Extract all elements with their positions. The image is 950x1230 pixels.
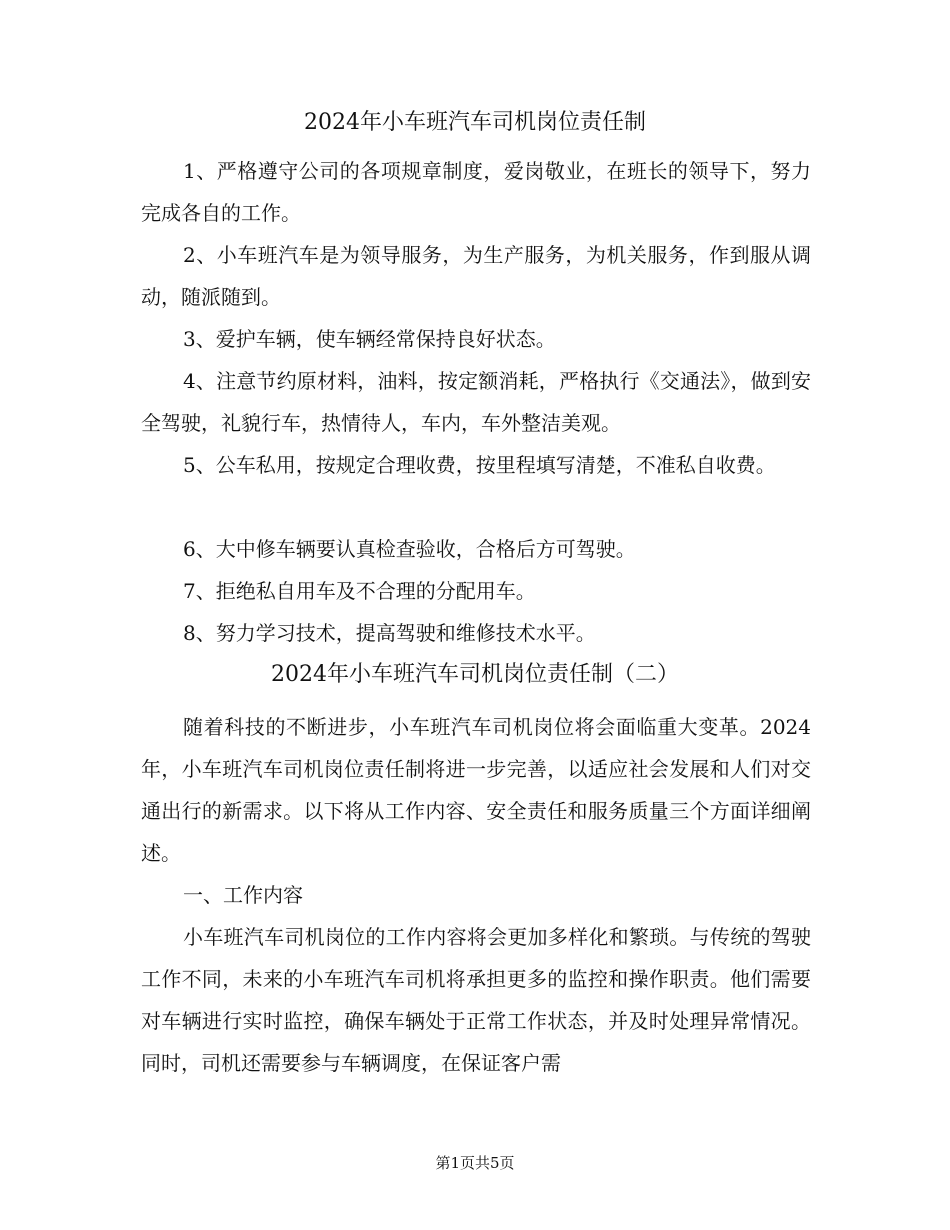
rule-item-3: 3、爱护车辆，使车辆经常保持良好状态。 — [183, 327, 556, 351]
rule-item-4: 4、注意节约原材料，油料，按定额消耗，严格执行《交通法》，做到安全驾驶，礼貌行车，热情待人，车内，车外整洁美观。 — [141, 369, 811, 435]
section-title-2: 2024年小车班汽车司机岗位责任制（二） — [271, 662, 679, 687]
work-content-paragraph: 小车班汽车司机岗位的工作内容将会更加多样化和繁琐。与传统的驾驶工作不同，未来的小车班汽车司机将承担更多的监控和操作职责。他们需要对车辆进行实时监控，确保车辆处于正常工作状态，并及时处理异常情况。同时，司机还需要参与车辆调度，在保证客户需 — [141, 925, 811, 1075]
rule-item-5: 5、公车私用，按规定合理收费，按里程填写清楚，不准私自收费。 — [183, 453, 776, 477]
section-heading-work-content: 一、工作内容 — [183, 883, 303, 907]
rule-item-2: 2、小车班汽车是为领导服务，为生产服务，为机关服务，作到服从调动，随派随到。 — [141, 243, 811, 309]
rule-item-6: 6、大中修车辆要认真检查验收，合格后方可驾驶。 — [183, 537, 636, 561]
rule-item-8: 8、努力学习技术，提高驾驶和维修技术水平。 — [183, 621, 596, 645]
document-title: 2024年小车班汽车司机岗位责任制 — [304, 110, 646, 135]
rule-item-7: 7、拒绝私自用车及不合理的分配用车。 — [183, 579, 536, 603]
intro-paragraph: 随着科技的不断进步，小车班汽车司机岗位将会面临重大变革。2024年，小车班汽车司机岗位责任制将进一步完善，以适应社会发展和人们对交通出行的新需求。以下将从工作内容、安全责任和服务质量三个方面详细阐述。 — [141, 715, 811, 865]
rule-item-1: 1、严格遵守公司的各项规章制度，爱岗敬业，在班长的领导下，努力完成各自的工作。 — [141, 159, 811, 225]
page-number: 第1页共5页 — [435, 1154, 515, 1172]
